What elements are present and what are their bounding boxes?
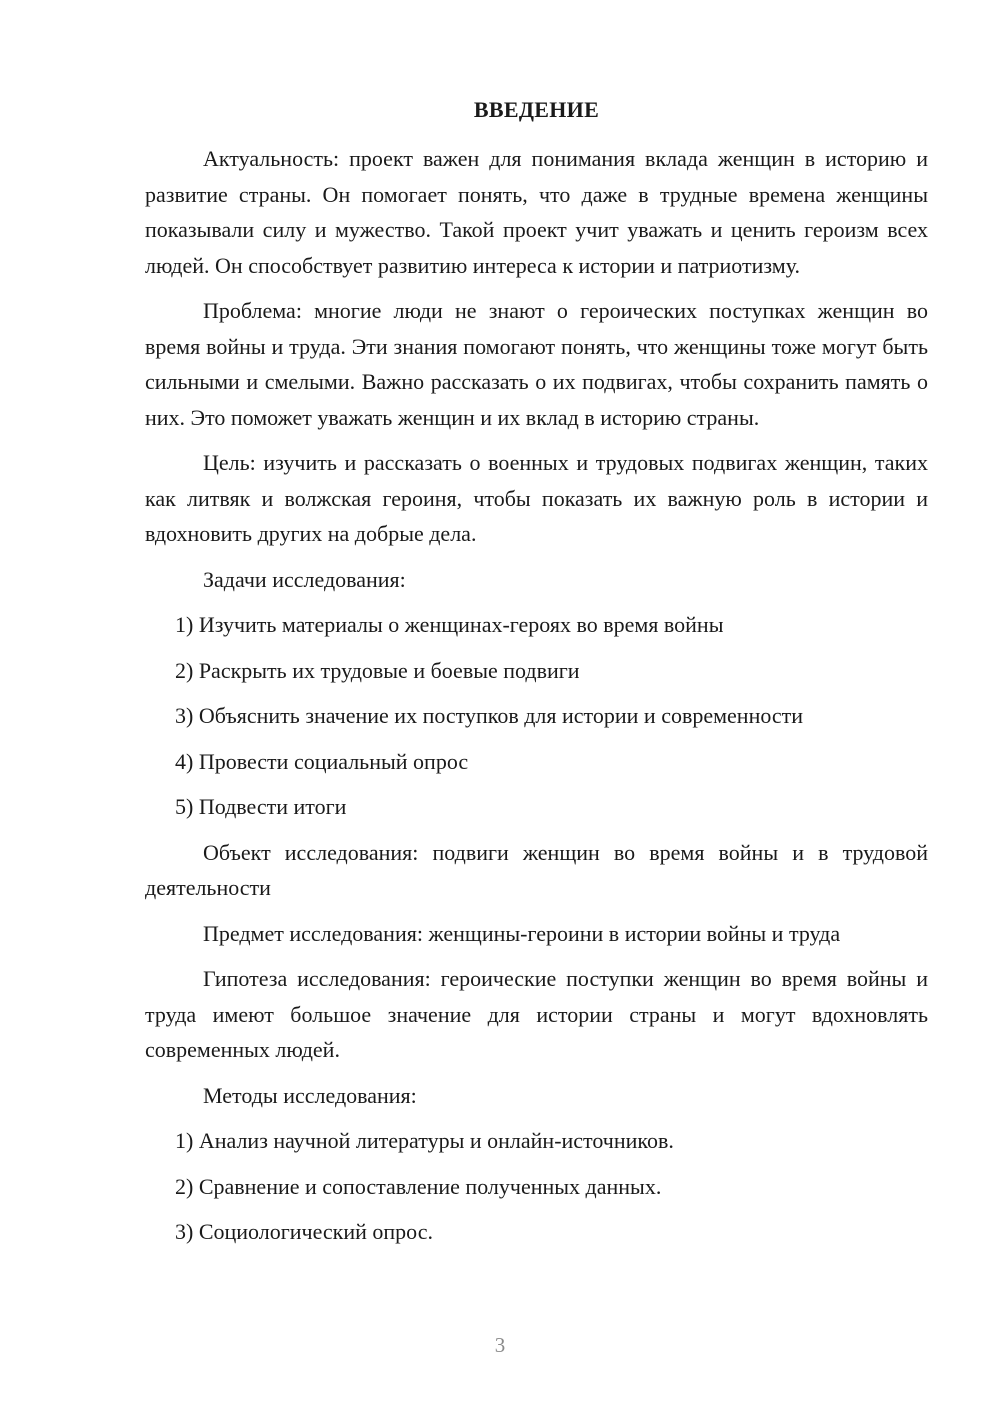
tasks-heading: Задачи исследования: [203, 566, 406, 592]
document-page [145, 92, 928, 1260]
relevance-paragraph: Актуальность: проект важен для понимания вклада женщин в историю и развитие страны. Он помогает понять, что даже в трудные времена женщины показывали силу и мужество. Такой проект учит уважать и ценить героизм всех людей. Он способствует развитию интереса к истории и патриотизму. [145, 146, 928, 278]
list-item: 4) Провести социальный опрос [175, 748, 469, 774]
list-item: 2) Раскрыть их трудовые и боевые подвиги [175, 657, 580, 683]
methods-heading: Методы исследования: [203, 1082, 417, 1108]
methods-list [145, 1123, 928, 1250]
hypothesis-paragraph: Гипотеза исследования: героические поступки женщин во время войны и труда имеют большое значение для истории страны и могут вдохновлять современных людей. [145, 966, 928, 1062]
object-paragraph: Объект исследования: подвиги женщин во время войны и в трудовой деятельности [145, 839, 928, 900]
list-item: 3) Социологический опрос. [175, 1219, 433, 1244]
list-item: 1) Анализ научной литературы и онлайн-источников. [175, 1128, 674, 1153]
subject-paragraph: Предмет исследования: женщины-героини в истории войны и труда [203, 920, 841, 946]
problem-paragraph: Проблема: многие люди не знают о героических поступках женщин во время войны и труда. Эти знания помогают понять, что женщины тоже могут быть сильными и смелыми. Важно рассказать о их подвигах, чтобы сохранить память о них. Это поможет уважать женщин и их вклад в историю страны. [145, 298, 928, 430]
list-item: 2) Сравнение и сопоставление полученных данных. [175, 1173, 662, 1199]
list-item: 5) Подвести итоги [175, 794, 347, 819]
section-title: ВВЕДЕНИЕ [473, 97, 600, 122]
page-number: 3 [494, 1333, 506, 1357]
tasks-list [145, 607, 928, 825]
list-item: 3) Объяснить значение их поступков для истории и современности [175, 703, 804, 728]
goal-paragraph: Цель: изучить и рассказать о военных и трудовых подвигах женщин, таких как литвяк и волжская героиня, чтобы показать их важную роль в истории и вдохновить других на добрые дела. [145, 450, 928, 546]
list-item: 1) Изучить материалы о женщинах-героях во время войны [175, 612, 724, 637]
